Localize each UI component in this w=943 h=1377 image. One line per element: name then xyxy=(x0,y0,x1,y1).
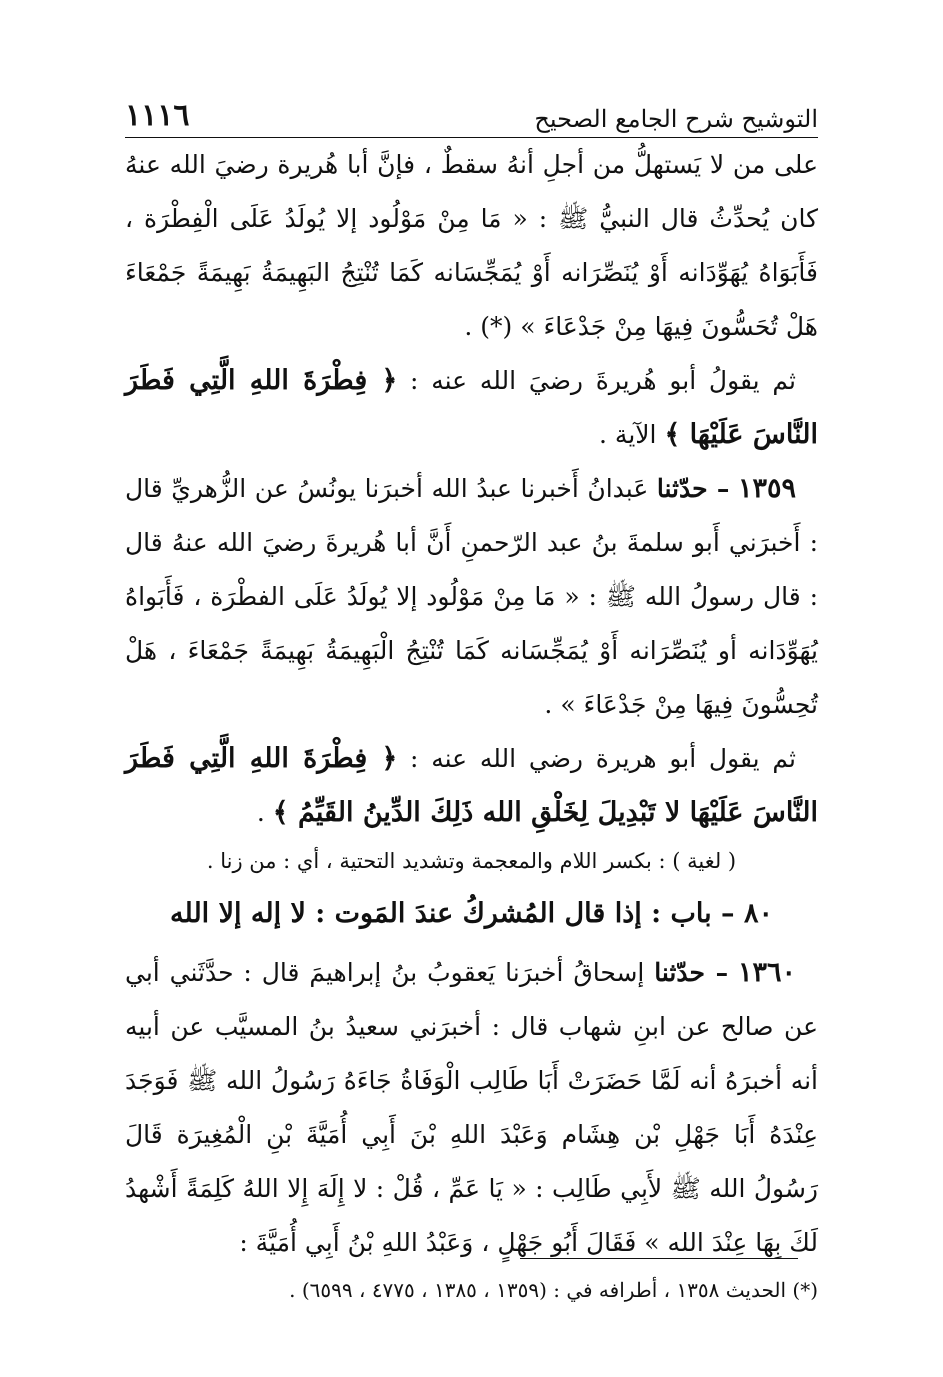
hadith-opening: – حدّثنا xyxy=(654,958,729,987)
quran-verse: ﴿ فِطْرَةَ اللهِ الَّتِي فَطَرَ النَّاسَ عَلَيْهَا ﴾ xyxy=(125,365,818,450)
hadith-number: ١٣٦٠ xyxy=(737,957,796,988)
lugha-note: ( لغية ) : بكسر اللام والمعجمة وتشديد التحتية ، أي : من زنا . xyxy=(206,849,737,873)
verse-tail: الآية . xyxy=(599,420,657,449)
hadith-number: ١٣٥٩ xyxy=(738,473,797,504)
verse-lead: ثم يقول أبو هريرة رضي الله عنه : xyxy=(410,744,796,773)
paragraph-abu-hurayra-verse xyxy=(125,354,818,462)
chapter-heading: ٨٠ – باب : إذا قال المُشركُ عندَ المَوت : لا إله إلا الله xyxy=(170,898,773,929)
page-number: ١١١٦ xyxy=(125,98,190,133)
verse-tail: . xyxy=(256,798,265,827)
quran-verse: ﴿ فِطْرَةَ اللهِ الَّتِي فَطَرَ النَّاسَ عَلَيْهَا لا تَبْدِيلَ لِخَلْقِ الله ذَلِكَ الدِّينُ القَيِّمُ ﴾ xyxy=(125,743,818,828)
page-header xyxy=(125,92,818,138)
hadith-1359 xyxy=(125,462,818,732)
footnote-divider xyxy=(520,1258,798,1259)
hadith-opening: – حدّثنا xyxy=(656,474,730,503)
hadith-text: إسحاقُ أخبرَنا يَعقوبُ بنُ إبراهيمَ قال : حدَّثَني أبي عن صالح عن ابنِ شهاب قال : أخبرَني سعيدُ بنُ المسيَّب عن أبيه أنه أخبرَهُ أنه لَمَّا حَضَرَتْ أَبَا طَالِب الْوَفَاةُ جَاءَهُ رَسُولُ الله ﷺ فَوَجَدَ عِنْدَهُ أَبَا جَهْلِ بْن هِشَام وَعَبْدَ اللهِ بْنَ أَبِي أُمَيَّةَ بْنِ الْمُغِيرَة قَالَ رَسُولُ الله ﷺ لأَبِي طَالِب : « يَا عَمِّ ، قُلْ : لا إِلَهَ إِلا اللهُ كَلِمَةً أَشْهدُ لَكَ بِهَا عِنْدَ الله » فَقَالَ أَبُو جَهْلٍ ، وَعَبْدُ اللهِ بْنُ أَبِي أُمَيَّةَ : xyxy=(125,958,818,1257)
hadith-text: عَبدانُ أَخبرنا عبدُ الله أخبرَنا يونُسُ عن الزُّهريِّ قال : أَخبرَني أَبو سلمةَ بنُ عبد الرّحمنِ أَنَّ أبا هُريرةَ رضيَ الله عنهُ قال : قال رسولُ الله ﷺ : « مَا مِنْ مَوْلُود إلا يُولَدُ عَلَى الفطْرَة ، فَأَبَواهُ يُهَوِّدَانه أو يُنَصِّرَانه أَوْ يُمَجِّسَانه كَمَا تُنْتِجُ الْبَهِيمَةُ بَهِيمَةً جَمْعَاءَ ، هَلْ تُحِسُّونَ فِيهَا مِنْ جَدْعَاءَ » . xyxy=(125,474,818,719)
verse-lead: ثم يقولُ أبو هُريرةَ رضيَ الله عنه : xyxy=(410,366,796,395)
footnote: (*) الحديث ١٣٥٨ ، أطرافه في : (١٣٥٩ ، ١٣٨٥ ، ٤٧٧٥ ، ٦٥٩٩) . xyxy=(289,1278,818,1302)
hadith-1360 xyxy=(125,946,818,1270)
page-body xyxy=(125,138,818,1270)
running-title: التوشيح شرح الجامع الصحيح xyxy=(534,105,818,133)
paragraph-abu-hurayra-verse-2 xyxy=(125,732,818,840)
paragraph-continuation: على من لا يَستهلُّ من أجلِ أنهُ سقطٌ ، فإنَّ أبا هُريرة رضيَ الله عنهُ كان يُحدِّثُ قال النبيُّ ﷺ : « مَا مِنْ مَوْلُود إلا يُولَدُ عَلَى الْفِطْرَة ، فَأَبَوَاهُ يُهَوِّدَانه أَوْ يُنَصِّرَانه أَوْ يُمَجِّسَانه كَمَا تُنْتِجُ البَهِيمَةُ بَهِيمَةً جَمْعَاءَ هَلْ تُحَسُّونَ فِيهَا مِنْ جَدْعَاءَ » (*) . xyxy=(125,150,818,341)
